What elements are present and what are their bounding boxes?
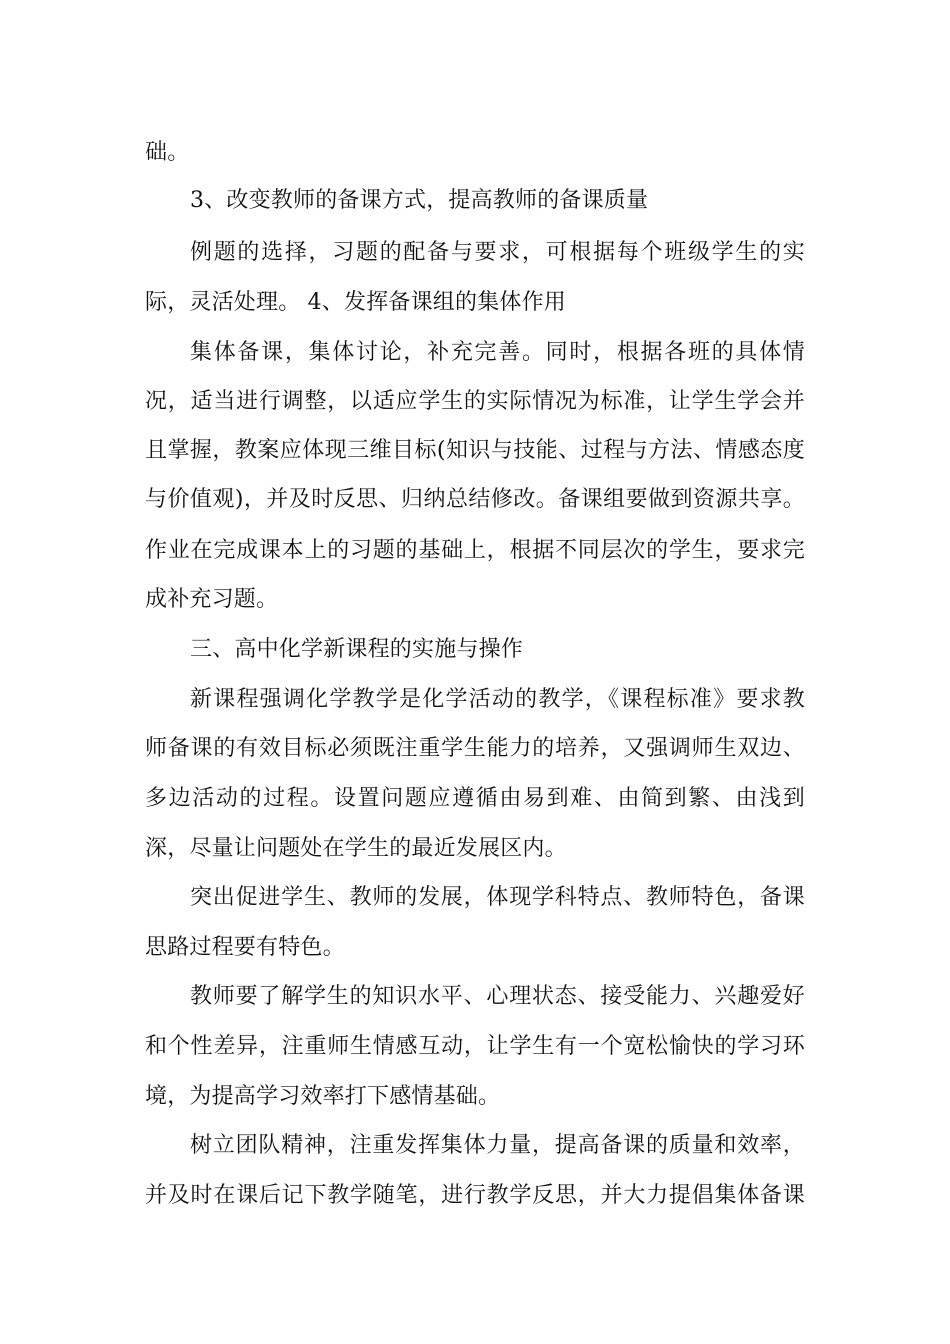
text-line: 并及时在课后记下教学随笔，进行教学反思，并大力提倡集体备课 — [145, 1183, 805, 1208]
text-line: 多边活动的过程。设置问题应遵循由易到难、由简到繁、由浅到 — [145, 786, 805, 811]
text-line: 况，适当进行调整，以适应学生的实际情况为标准，让学生学会并 — [145, 389, 805, 414]
section-heading: 三、高中化学新课程的实施与操作 — [190, 637, 524, 662]
text-line: 且掌握，教案应体现三维目标(知识与技能、过程与方法、情感态度 — [145, 438, 805, 463]
text-line: 突出促进学生、教师的发展，体现学科特点、教师特色，备课 — [190, 885, 805, 910]
text-line: 思路过程要有特色。 — [145, 935, 345, 960]
text-line: 成补充习题。 — [145, 587, 279, 612]
text-line: 例题的选择，习题的配备与要求，可根据每个班级学生的实 — [190, 240, 805, 265]
text-line: 深，尽量让问题处在学生的最近发展区内。 — [145, 836, 567, 861]
text-line: 境，为提高学习效率打下感情基础。 — [145, 1084, 501, 1109]
text-line: 师备课的有效目标必须既注重学生能力的培养，又强调师生双边、 — [145, 736, 805, 761]
text-line: 和个性差异，注重师生情感互动，让学生有一个宽松愉快的学习环 — [145, 1034, 805, 1059]
text-line: 与价值观)，并及时反思、归纳总结修改。备课组要做到资源共享。 — [145, 487, 805, 512]
text-line: 际，灵活处理。 4、发挥备课组的集体作用 — [145, 290, 566, 315]
text-line: 教师要了解学生的知识水平、心理状态、接受能力、兴趣爱好 — [190, 984, 805, 1009]
text-line: 作业在完成课本上的习题的基础上，根据不同层次的学生，要求完 — [145, 538, 805, 563]
text-line: 新课程强调化学教学是化学活动的教学，《课程标准》要求教 — [190, 687, 805, 712]
text-line: 础。 — [145, 140, 190, 165]
text-line: 集体备课，集体讨论，补充完善。同时，根据各班的具体情 — [190, 340, 805, 365]
text-line: 树立团队精神，注重发挥集体力量，提高备课的质量和效率， — [190, 1133, 805, 1158]
section-heading: 3、改变教师的备课方式，提高教师的备课质量 — [190, 188, 649, 213]
